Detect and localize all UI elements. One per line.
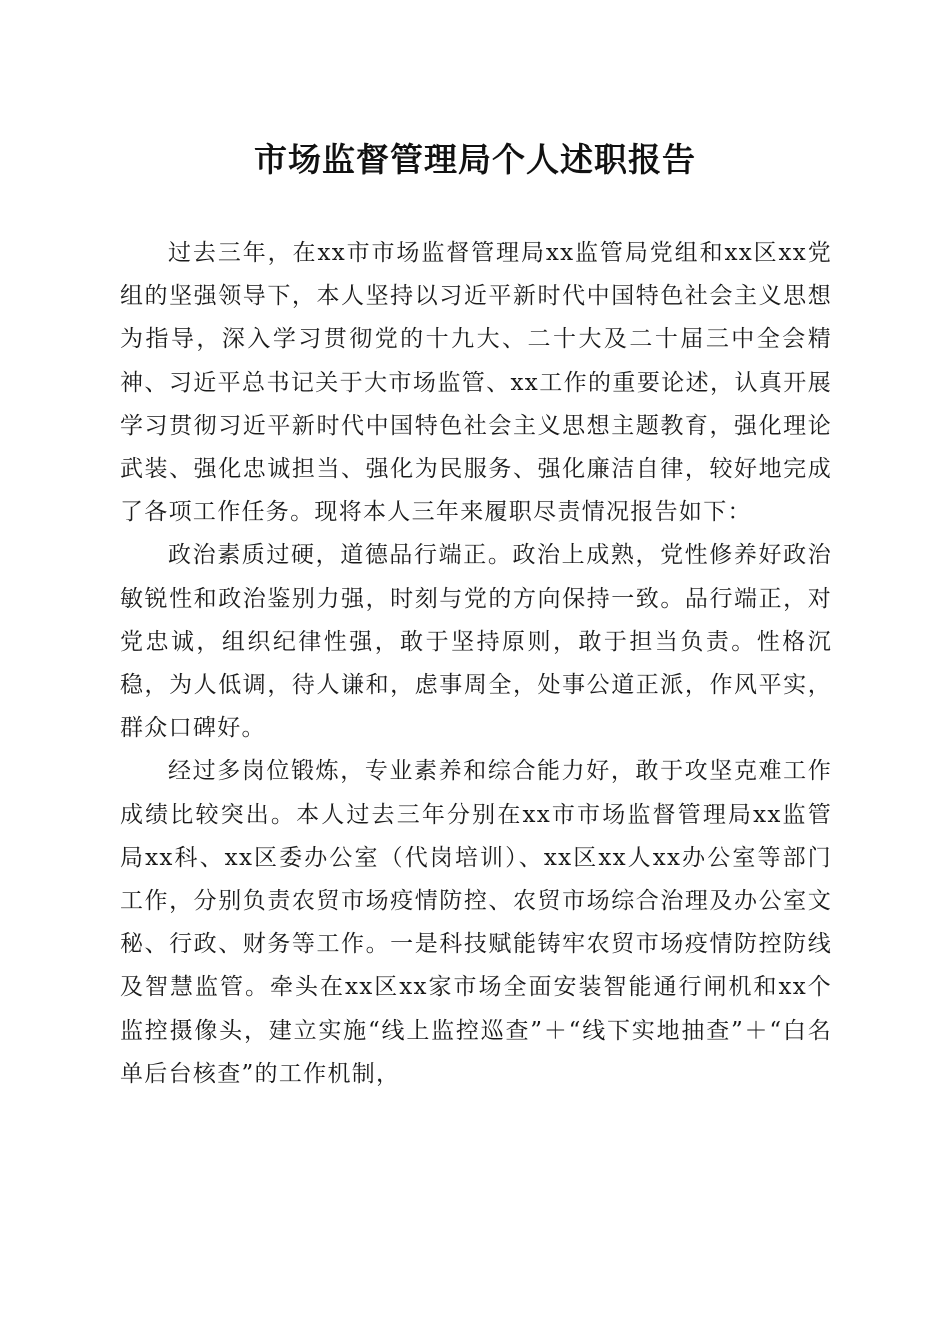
document-title: 市场监督管理局个人述职报告 [254,140,696,179]
paragraph-intro: 过去三年，在xx市市场监督管理局xx监管局党组和xx区xx党组的坚强领导下，本人坚持以习近平新时代中国特色社会主义思想为指导，深入学习贯彻党的十九大、二十大及二十届三中全会精神、习近平总书记关于大市场监管、xx工作的重要论述，认真开展学习贯彻习近平新时代中国特色社会主义思想主题教育，强化理论武装、强化忠诚担当、强化为民服务、强化廉洁自律，较好地完成了各项工作任务。现将本人三年来履职尽责情况报告如下： [120,240,832,526]
paragraph-political-quality: 政治素质过硬，道德品行端正。政治上成熟，党性修养好政治敏锐性和政治鉴别力强，时刻与党的方向保持一致。品行端正，对党忠诚，组织纪律性强，敢于坚持原则，敢于担当负责。性格沉稳，为人低调，待人谦和，虑事周全，处事公道正派，作风平实，群众口碑好。 [120,542,832,742]
paragraph-work-experience: 经过多岗位锻炼，专业素养和综合能力好，敢于攻坚克难工作成绩比较突出。本人过去三年分别在xx市市场监督管理局xx监管局xx科、xx区委办公室（代岗培训）、xx区xx人xx办公室等部门工作，分别负责农贸市场疫情防控、农贸市场综合治理及办公室文秘、行政、财务等工作。一是科技赋能铸牢农贸市场疫情防控防线及智慧监管。牵头在xx区xx家市场全面安装智能通行闸机和xx个监控摄像头，建立实施“线上监控巡查”＋“线下实地抽查”＋“白名单后台核查”的工作机制， [120,758,832,1087]
document-body [120,232,832,1096]
